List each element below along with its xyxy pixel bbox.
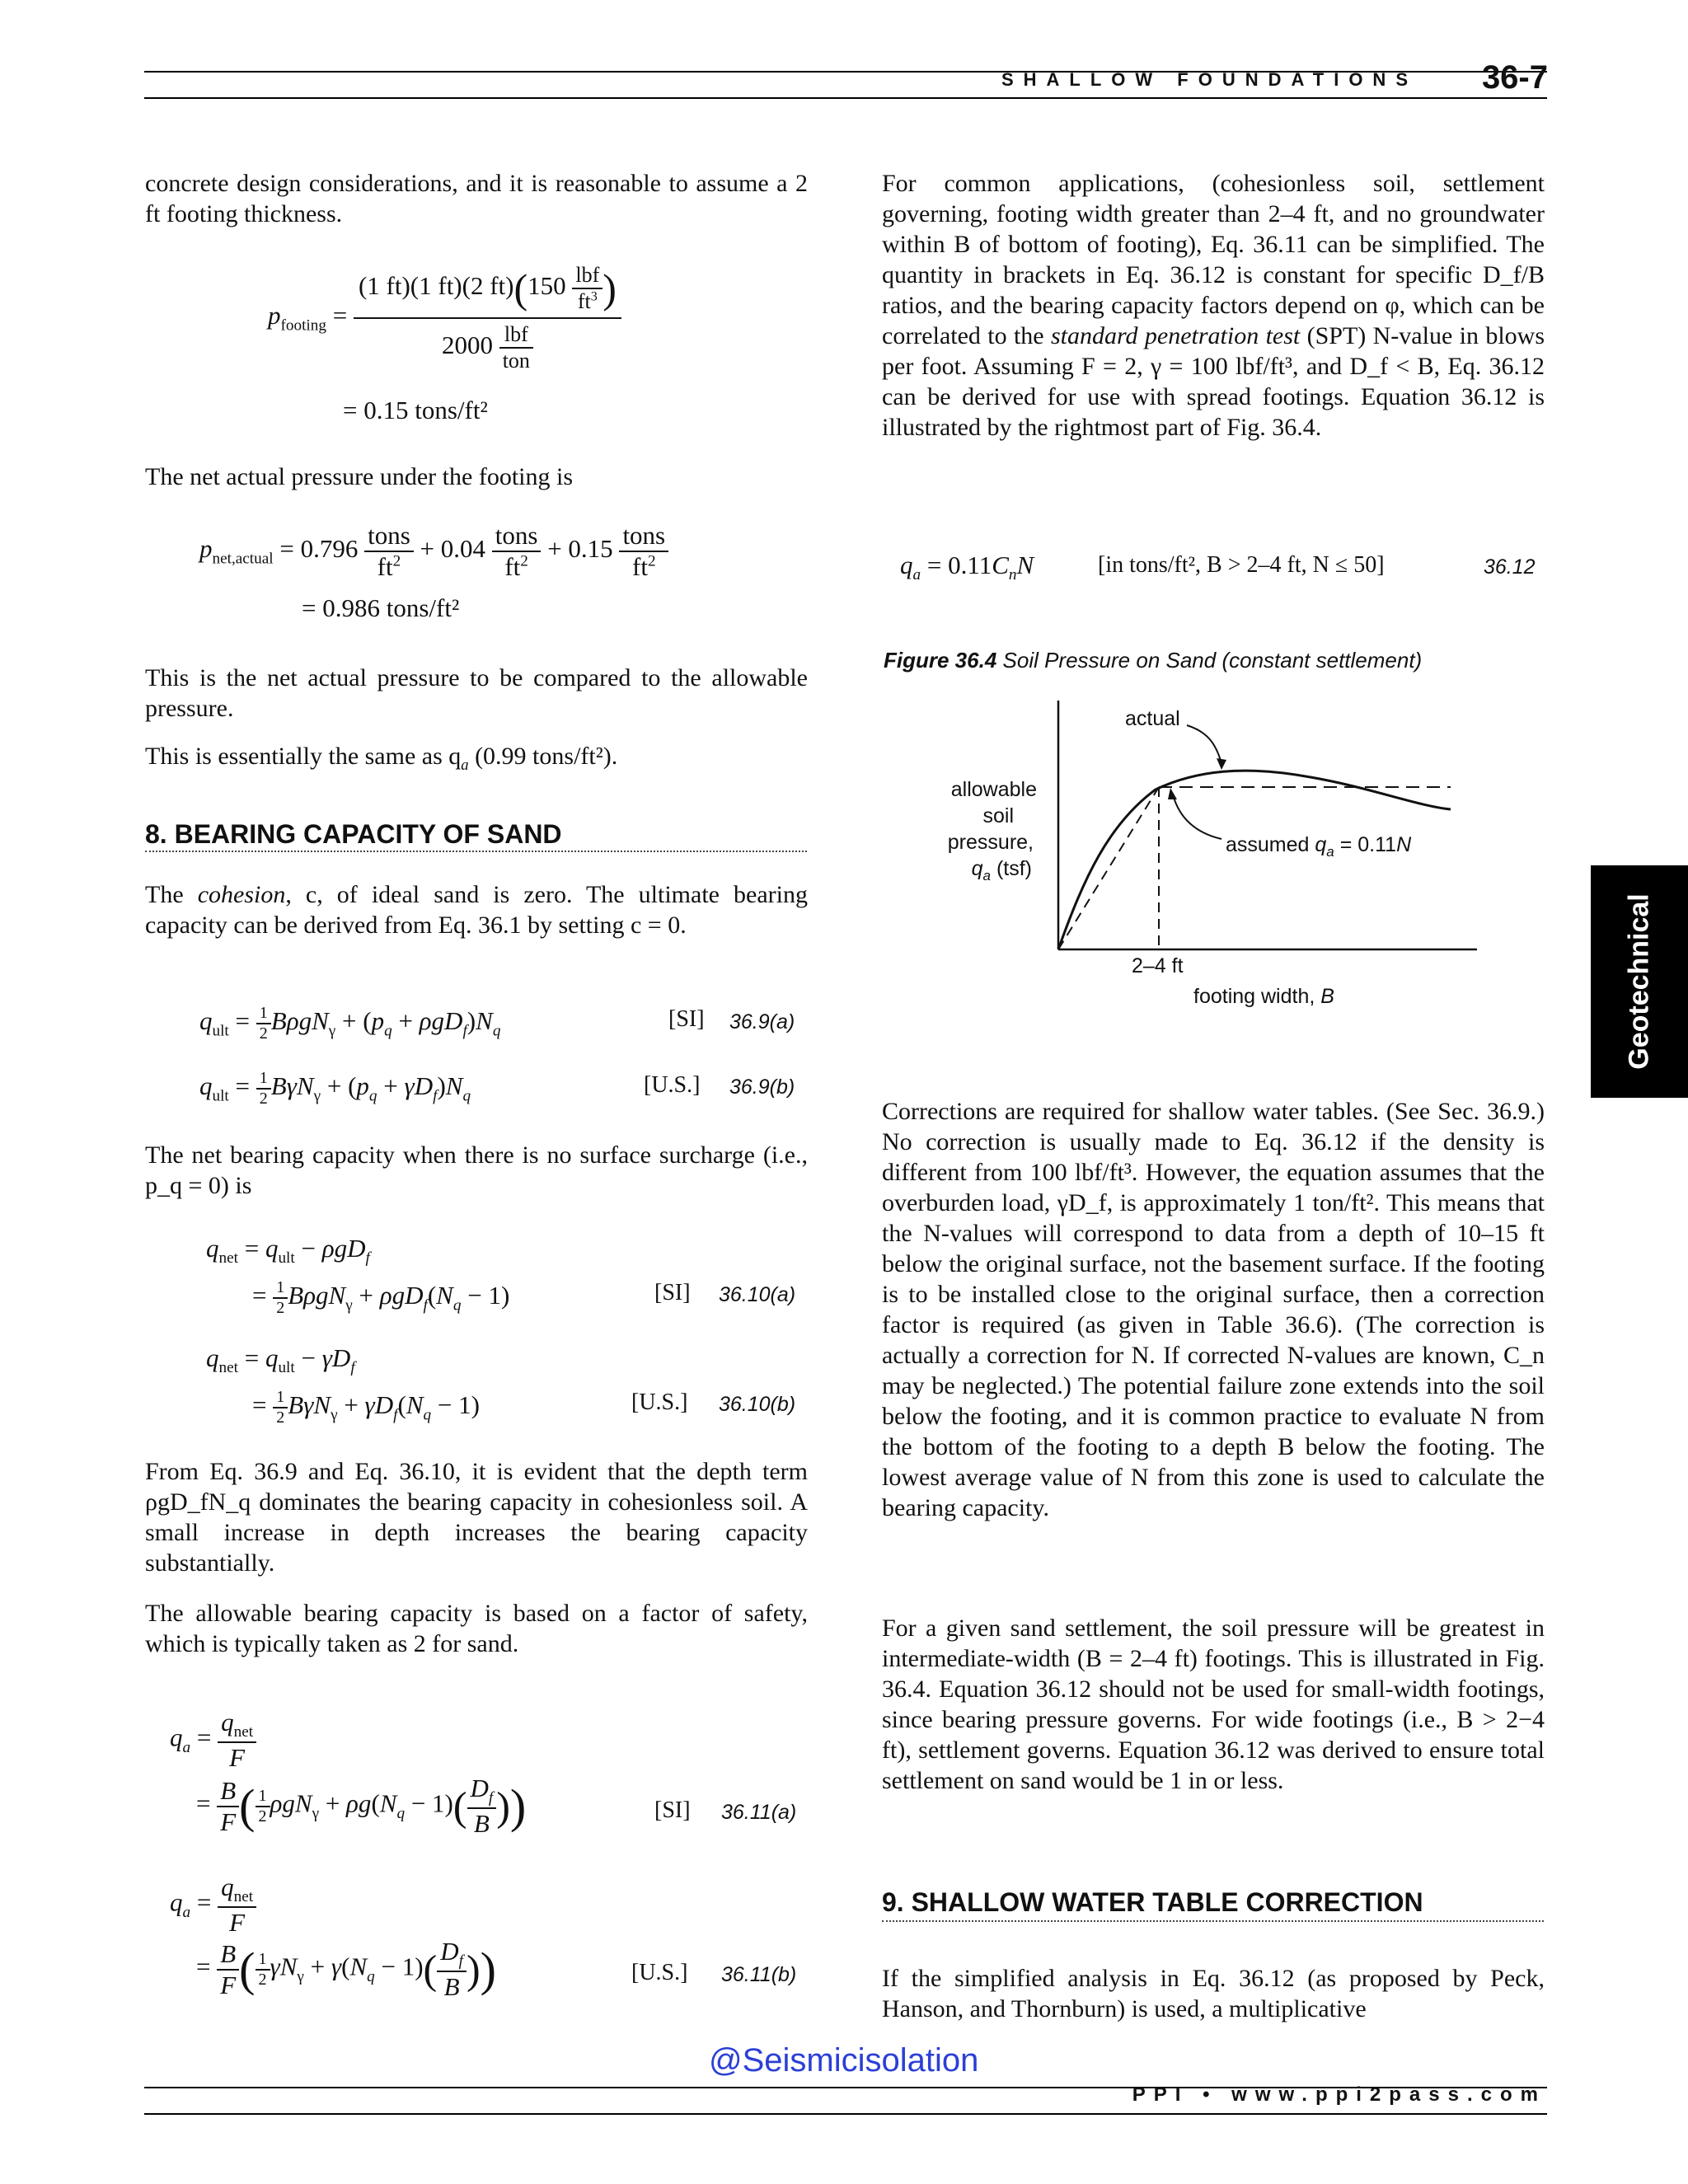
equation-36-9b: $q_{ult}$ = $\frac{1}{2}$ $B\gamma N_\gamma + (p_q + \gamma D_f)N_q$: [199, 1069, 471, 1108]
actual-leader: [1187, 725, 1221, 763]
common-applications-paragraph: For common applications, (cohesionless soil, settlement governing, footing width greater than 2–4 ft, and no groundwater within B of bottom of footing), Eq. 36.11 can be simplified. The quantity in brackets in Eq. 36.12 is constant for specific D_f/B ratios, and the bearing capacity factors depend on φ, which can be correlated to the standard penetration test (SPT) N-value in blows per foot. Assuming F = 2, γ = 100 lbf/ft³, and D_f < B, Eq. 36.12 can be derived for use with spread footings. Equation 36.12 is illustrated by the rightmost part of Fig. 36.4.: [882, 170, 1545, 441]
y-label-line1: allowable: [950, 778, 1037, 801]
section-tab-label: Geotechnical: [1623, 893, 1655, 1070]
y-label-line4: $q_a$ (tsf): [971, 857, 1032, 883]
eq-36-11b-number: 36.11(b): [721, 1963, 797, 1986]
watermark: @Seismicisolation: [709, 2042, 979, 2079]
figure-36-4-caption: [884, 648, 1422, 673]
x-tick-label: 2–4 ft: [1132, 954, 1184, 977]
equation-36-12: $q_a = 0.11C_nN$: [900, 551, 1034, 584]
eq-36-10a-number: 36.10(a): [719, 1283, 796, 1306]
x-axis-label: footing width, B: [1193, 985, 1334, 1008]
y-label-line2: soil: [982, 804, 1014, 827]
footer-url[interactable]: PPI • www.ppi2pass.com: [1132, 2083, 1546, 2106]
figure-36-4-diagram: [931, 692, 1492, 1022]
assumed-leader: [1173, 794, 1221, 839]
cohesion-paragraph: The cohesion, c, of ideal sand is zero. The ultimate bearing capacity can be derived from Eq. 36.1 by setting c = 0.: [145, 881, 808, 939]
y-label-line3: pressure,: [947, 831, 1034, 854]
equation-36-9a: $q_{ult}$ = $\frac{1}{2}$ $B\rho gN_\gamma + (p_q + \rho gD_f)N_q$: [199, 1004, 501, 1043]
net-bearing-paragraph: The net bearing capacity when there is no surface surcharge (i.e., p_q = 0) is: [145, 1141, 808, 1199]
section-9-heading: 9. SHALLOW WATER TABLE CORRECTION: [882, 1887, 1423, 1917]
given-settlement-paragraph: For a given sand settlement, the soil pressure will be greatest in intermediate-width (B = 2–4 ft) footings. This is illustrated in Fig. 36.4. Equation 36.12 should not be used for small-width footings, since bearing pressure governs. For wide footings (i.e., B > 2−4 ft), settlement governs. Equation 36.12 was derived to ensure total settlement on sand would be 1 in or less.: [882, 1615, 1545, 1794]
allowable-paragraph: The allowable bearing capacity is based on a factor of safety, which is typically taken as 2 for sand.: [145, 1600, 808, 1657]
same-as-paragraph: This is essentially the same as $q_a$ (0.99 tons/ft²).: [145, 743, 618, 774]
eq-36-10b-system: [U.S.]: [631, 1390, 688, 1415]
net-pressure-intro: The net actual pressure under the footing is: [145, 463, 573, 490]
page-number: 36-7: [1481, 59, 1548, 96]
eq-36-10a-system: [SI]: [654, 1280, 691, 1305]
eq-36-12-condition: [in tons/ft², B > 2–4 ft, N ≤ 50]: [1098, 552, 1385, 578]
p-footing-result: = 0.15 tons/ft²: [343, 396, 488, 424]
actual-label: actual: [1125, 707, 1180, 730]
eq-36-11a-number: 36.11(a): [721, 1801, 797, 1824]
section-9-rule: [882, 1920, 1544, 1922]
equation-36-11b-line1: $q_a$ = $\frac{q_{net}}{F}$: [170, 1872, 256, 1938]
eq-36-9b-number: 36.9(b): [729, 1076, 795, 1099]
equation-36-10b-line2: = $\frac{1}{2}$ $B\gamma N_\gamma + \gamma D_f(N_q - 1)$: [252, 1388, 480, 1427]
intro-paragraph: concrete design considerations, and it is reasonable to assume a 2 ft footing thickness.: [145, 170, 808, 227]
actual-curve: [1058, 771, 1451, 949]
running-title: SHALLOW FOUNDATIONS: [1001, 69, 1418, 90]
figure-title: Soil Pressure on Sand (constant settlement): [1002, 648, 1423, 673]
assumed-arrowhead: [1168, 788, 1177, 799]
simplified-analysis-paragraph: If the simplified analysis in Eq. 36.12 (as proposed by Peck, Hanson, and Thornburn) is used, a multiplicative: [882, 1965, 1545, 2022]
equation-36-11a-line1: $q_a$ = $\frac{q_{net}}{F}$: [170, 1708, 256, 1773]
equation-36-10a-line1: $q_{net} = q_{ult} - \rho gD_f$: [206, 1234, 370, 1268]
depth-term-paragraph: From Eq. 36.9 and Eq. 36.10, it is evident that the depth term ρgD_fN_q dominates the bearing capacity in cohesionless soil. A small increase in depth increases the bearing capacity substantially.: [145, 1458, 808, 1577]
eq-36-11a-system: [SI]: [654, 1797, 691, 1823]
eq-36-9a-number: 36.9(a): [729, 1010, 795, 1033]
assumed-label: assumed $q_a = 0.11N$: [1226, 833, 1412, 860]
header-rule-bottom: [144, 97, 1547, 99]
eq-36-10b-number: 36.10(b): [719, 1393, 796, 1416]
eq-36-9b-system: [U.S.]: [644, 1072, 701, 1098]
equation-36-11b-line2: = $\frac{B}{F}$ ( $\frac{1}{2}$ $\gamma N_\gamma + \gamma(N_q - 1)$( $\frac{D_f}{B}$ )): [196, 1937, 496, 2002]
corrections-paragraph: Corrections are required for shallow water tables. (See Sec. 36.9.) No correction is usually made to Eq. 36.12 if the density is different from 100 lbf/ft³. However, the equation assumes that the overburden load, γD_f, is approximately 1 ton/ft². This means that the N-values will correspond to data from a depth of 10–15 ft below the original surface, not the basement surface. If the footing is to be installed close to the original surface, then a correction factor is required (as given in Table 36.6). (The correction is actually a correction for N. If corrected N-values are known, C_n may be neglected.) The potential failure zone extends into the soil below the footing, and it is common practice to evaluate N from the bottom of the footing to a depth B below the footing. The lowest average value of N from this zone is used to calculate the bearing capacity.: [882, 1098, 1545, 1521]
eq-36-12-number: 36.12: [1484, 555, 1536, 579]
eq-36-11b-system: [U.S.]: [631, 1960, 688, 1985]
footer-rule-bottom: [144, 2113, 1547, 2115]
p-footing-fraction: (1 ft)(1 ft)(2 ft)(150 $\frac{\text{lbf}}{ft^3}$ ) 2000 $\frac{\text{lbf}}{\text{ton}}$: [354, 260, 621, 377]
section-tab[interactable]: [1591, 865, 1688, 1098]
equation-p-footing: $p_{footing}$ = (1 ft)(1 ft)(2 ft)(150 $\frac{\text{lbf}}{ft^3}$ ) 2000 $\frac{\text{lbf}}{\text{ton}}$: [268, 260, 621, 377]
p-net-actual-result: = 0.986 tons/ft²: [302, 593, 460, 622]
figure-label: Figure 36.4: [884, 648, 997, 673]
equation-36-10a-line2: = $\frac{1}{2}$ $B\rho gN_\gamma + \rho gD_f(N_q - 1)$: [252, 1278, 510, 1317]
actual-arrowhead: [1217, 758, 1226, 770]
equation-p-net-actual: $p_{net,actual} = 0.796$ $\frac{\text{tons}}{ft^2}$ + 0.04 $\frac{\text{tons}}{ft^2}$ + 0.15 $\frac{\text{tons}}{ft^2}$: [199, 521, 668, 582]
assumed-rising-line: [1058, 787, 1159, 949]
section-8-rule: [145, 851, 807, 852]
eq-36-9a-system: [SI]: [668, 1006, 705, 1032]
compare-paragraph: This is the net actual pressure to be compared to the allowable pressure.: [145, 664, 808, 722]
section-8-heading: 8. BEARING CAPACITY OF SAND: [145, 819, 562, 849]
equation-36-11a-line2: = $\frac{B}{F}$ ( $\frac{1}{2}$ $\rho gN_\gamma + \rho g(N_q - 1)$( $\frac{D_f}{B}$ )): [196, 1774, 527, 1839]
equation-36-10b-line1: $q_{net} = q_{ult} - \gamma D_f$: [206, 1343, 355, 1377]
